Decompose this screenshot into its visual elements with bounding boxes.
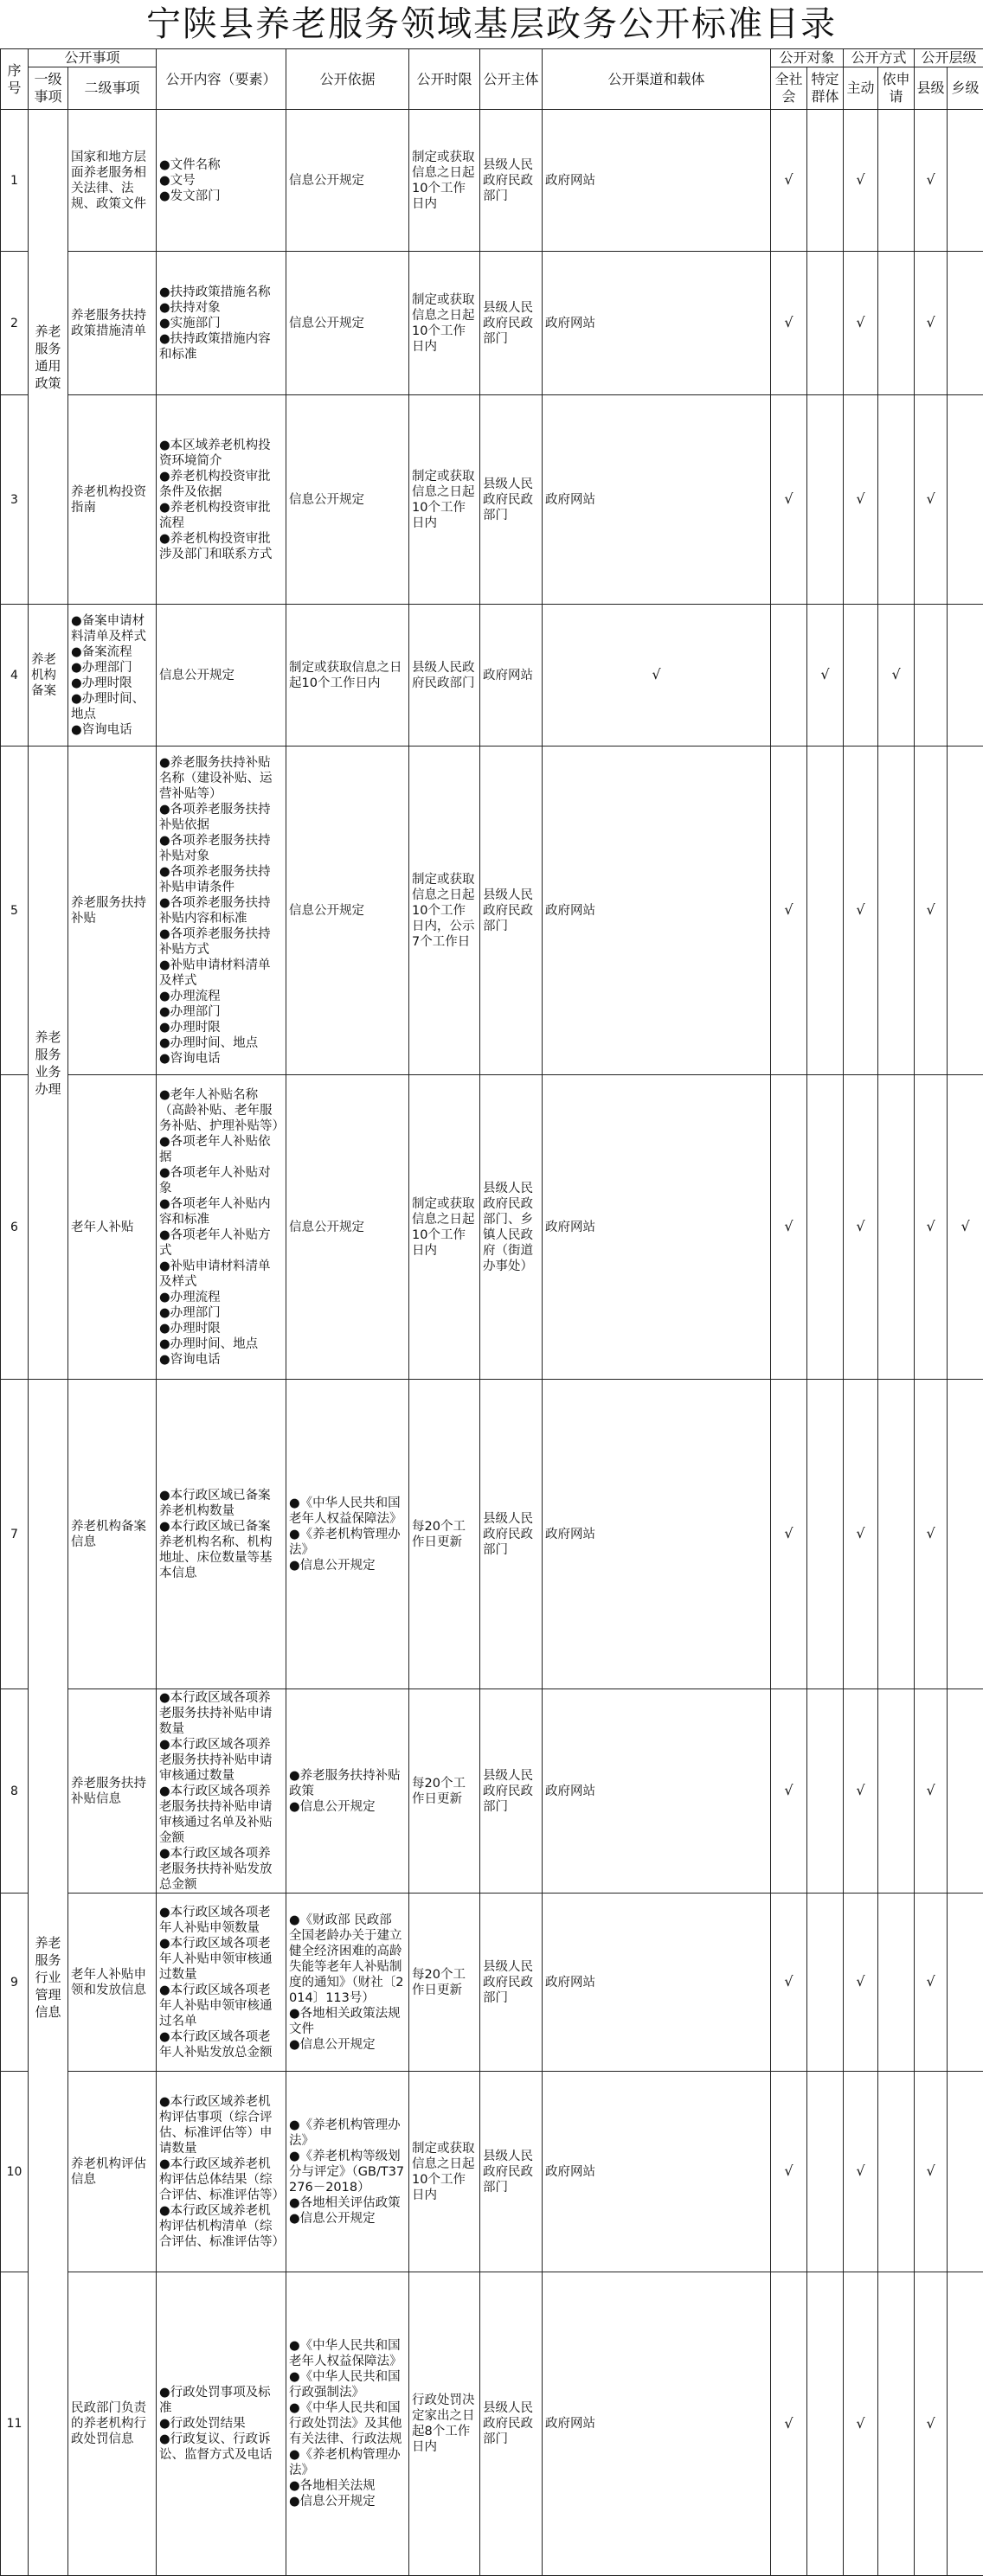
check-mark-icon: √ (856, 490, 864, 507)
cell-level-county (915, 2272, 948, 2576)
basis-item: ●信息公开规定 (289, 2211, 406, 2227)
cell-level-county (915, 1380, 948, 1689)
cell-level-town (948, 2072, 983, 2272)
cell-target-specific (807, 1689, 844, 1894)
content-item: ●扶持政策措施内容和标准 (159, 331, 283, 362)
row-seq: 9 (1, 1894, 29, 2072)
content-item: ●各项养老服务扶持补贴内容和标准 (159, 895, 283, 926)
basis-cell (286, 1689, 409, 1894)
table-row (1, 1689, 983, 1894)
basis-item: 信息公开规定 (159, 668, 283, 683)
time-cell: 每20个工作日更新 (409, 1894, 480, 2072)
content-item: ●本行政区域养老机构评估事项（综合评估、标准评估等）申请数量 (159, 2094, 283, 2156)
header-level-town: 乡级 (948, 67, 983, 110)
row-seq: 2 (1, 252, 29, 395)
content-item: ●办理流程 (159, 989, 283, 1004)
header-seq: 序号 (1, 49, 29, 110)
subject-cell: 县级人民政府民政部门 (480, 110, 543, 252)
cell-target-specific (771, 605, 807, 747)
basis-item: ●《中华人民共和国行政处罚法》及其他有关法律、行政法规 (289, 2400, 406, 2447)
cell-mode-active (844, 252, 878, 395)
content-item: ●各项养老服务扶持补贴方式 (159, 926, 283, 958)
channel-cell: 政府网站 (543, 1894, 771, 2072)
check-mark-icon: √ (926, 1218, 935, 1234)
content-item: ●各项养老服务扶持补贴对象 (159, 833, 283, 864)
basis-item: ●各地相关政策法规文件 (289, 2006, 406, 2037)
check-mark-icon: √ (926, 2163, 935, 2179)
basis-cell (286, 252, 409, 395)
cell-mode-apply (878, 252, 915, 395)
basis-item: ●各地相关法规 (289, 2478, 406, 2494)
content-item: ●各项养老服务扶持补贴申请条件 (159, 864, 283, 895)
check-mark-icon: √ (784, 1218, 793, 1234)
channel-cell: 政府网站 (543, 747, 771, 1075)
content-item: ●办理时间、地点 (159, 1336, 283, 1352)
row-seq: 4 (1, 605, 29, 747)
content-cell (157, 1894, 286, 2072)
basis-item: ●《中华人民共和国行政强制法》 (289, 2369, 406, 2400)
check-mark-icon: √ (784, 314, 793, 330)
time-cell: 每20个工作日更新 (409, 1380, 480, 1689)
table-row (1, 252, 983, 395)
level2-item: 养老机构投资指南 (68, 395, 157, 605)
content-cell (157, 747, 286, 1075)
check-mark-icon: √ (926, 1782, 935, 1798)
content-item: ●备案申请材料清单及样式 (71, 613, 153, 644)
basis-item: ●《养老机构管理办法》 (289, 2447, 406, 2478)
check-mark-icon: √ (784, 2415, 793, 2432)
basis-cell (286, 2272, 409, 2576)
table-row (1, 395, 983, 605)
row-seq: 8 (1, 1689, 29, 1894)
basis-item: ●信息公开规定 (289, 1558, 406, 1573)
content-item: ●办理部门 (159, 1305, 283, 1321)
cell-target-all (771, 395, 807, 605)
header-mode-active: 主动 (844, 67, 878, 110)
basis-cell (157, 605, 286, 747)
cell-level-county (915, 1689, 948, 1894)
cell-target-all (771, 252, 807, 395)
basis-item: 信息公开规定 (289, 316, 406, 331)
cell-target-specific (807, 1894, 844, 2072)
cell-target-all (771, 2072, 807, 2272)
row-seq: 1 (1, 110, 29, 252)
cell-mode-active (844, 2072, 878, 2272)
check-mark-icon: √ (856, 171, 864, 188)
content-item: ●扶持政策措施名称 (159, 285, 283, 300)
time-cell: 制定或获取信息之日起10个工作日内 (409, 2072, 480, 2272)
basis-cell (286, 1894, 409, 2072)
cell-mode-apply (878, 1075, 915, 1380)
check-mark-icon: √ (891, 666, 900, 682)
basis-cell (286, 747, 409, 1075)
content-item: ●养老机构投资审批涉及部门和联系方式 (159, 531, 283, 562)
channel-cell: 政府网站 (480, 605, 543, 747)
table-row (1, 1380, 983, 1689)
basis-cell (286, 1380, 409, 1689)
check-mark-icon: √ (784, 2163, 793, 2179)
cell-mode-apply (878, 1380, 915, 1689)
check-mark-icon: √ (856, 1525, 864, 1541)
cell-level-town (948, 747, 983, 1075)
level1-item: 养老服务行业管理信息 (29, 1380, 68, 2576)
content-item: ●各项养老服务扶持补贴依据 (159, 802, 283, 833)
cell-mode-active (844, 1380, 878, 1689)
basis-item: ●《养老机构管理办法》 (289, 1527, 406, 1558)
content-item: ●实施部门 (159, 316, 283, 331)
channel-cell: 政府网站 (543, 395, 771, 605)
content-item: ●发文部门 (159, 189, 283, 204)
check-mark-icon: √ (784, 490, 793, 507)
check-mark-icon: √ (926, 171, 935, 188)
content-item: ●咨询电话 (71, 722, 153, 738)
content-item: ●养老机构投资审批流程 (159, 500, 283, 531)
basis-item: 信息公开规定 (289, 1220, 406, 1235)
content-cell (157, 395, 286, 605)
content-item: ●本行政区域养老机构评估总体结果（综合评估、标准评估等） (159, 2156, 283, 2203)
cell-target-all (771, 747, 807, 1075)
header-level-group: 公开层级 (915, 49, 983, 67)
time-cell: 制定或获取信息之日起10个工作日内 (409, 110, 480, 252)
content-item: ●各项老年人补贴方式 (159, 1227, 283, 1259)
cell-mode-active (807, 605, 844, 747)
content-item: ●行政处罚结果 (159, 2416, 283, 2432)
content-item: ●办理时间、地点 (71, 691, 153, 722)
check-mark-icon: √ (652, 666, 660, 682)
subject-cell: 县级人民政府民政部门 (409, 605, 480, 747)
table-row (1, 747, 983, 1075)
subject-cell: 县级人民政府民政部门 (480, 2272, 543, 2576)
basis-item: ●《养老机构管理办法》 (289, 2118, 406, 2149)
header-time: 公开时限 (409, 49, 480, 110)
content-item: ●办理部门 (159, 1004, 283, 1020)
check-mark-icon: √ (856, 1782, 864, 1798)
content-item: ●办理时限 (71, 676, 153, 691)
level2-item: 民政部门负责的养老机构行政处罚信息 (68, 2272, 157, 2576)
level2-item: 养老机构备案信息 (68, 1380, 157, 1689)
content-item: ●行政处罚事项及标准 (159, 2385, 283, 2416)
check-mark-icon: √ (856, 901, 864, 918)
level2-item: 养老机构评估信息 (68, 2072, 157, 2272)
cell-target-specific (807, 110, 844, 252)
content-cell (157, 2272, 286, 2576)
time-cell: 制定或获取信息之日起10个工作日内 (409, 395, 480, 605)
table-row (1, 1894, 983, 2072)
cell-target-specific (807, 2272, 844, 2576)
time-cell: 行政处罚决定家出之日起8个工作日内 (409, 2272, 480, 2576)
cell-mode-apply (844, 605, 878, 747)
row-seq: 5 (1, 747, 29, 1075)
check-mark-icon: √ (856, 1218, 864, 1234)
content-item: ●行政复议、行政诉讼、监督方式及电话 (159, 2432, 283, 2463)
content-item: ●扶持对象 (159, 300, 283, 316)
content-item: ●备案流程 (71, 644, 153, 660)
check-mark-icon: √ (926, 490, 935, 507)
cell-level-town (948, 1380, 983, 1689)
cell-level-town (948, 110, 983, 252)
channel-cell: 政府网站 (543, 1380, 771, 1689)
channel-cell: 政府网站 (543, 110, 771, 252)
content-item: ●办理时限 (159, 1020, 283, 1035)
time-cell: 每20个工作日更新 (409, 1689, 480, 1894)
table-body (1, 110, 983, 2576)
cell-level-town (948, 1894, 983, 2072)
table-row (1, 2272, 983, 2576)
content-item: ●本行政区域各项养老服务扶持补贴发放总金额 (159, 1846, 283, 1893)
content-item: ●咨询电话 (159, 1352, 283, 1368)
cell-level-county (915, 1894, 948, 2072)
subject-cell: 县级人民政府民政部门 (480, 747, 543, 1075)
header-content: 公开内容（要素） (157, 49, 286, 110)
basis-item: ●《中华人民共和国老年人权益保障法》 (289, 2338, 406, 2369)
content-item: ●各项老年人补贴对象 (159, 1165, 283, 1196)
content-item: ●各项老年人补贴依据 (159, 1134, 283, 1165)
content-item: ●办理时间、地点 (159, 1035, 283, 1051)
header-target-specific: 特定群体 (807, 67, 844, 110)
basis-item: ●信息公开规定 (289, 2494, 406, 2509)
content-item: ●补贴申请材料清单及样式 (159, 958, 283, 989)
basis-item: ●养老服务扶持补贴政策 (289, 1768, 406, 1799)
basis-item: 信息公开规定 (289, 903, 406, 919)
cell-mode-apply (878, 110, 915, 252)
header-subject: 公开主体 (480, 49, 543, 110)
header-items-group: 公开事项 (29, 49, 157, 67)
header-mode-group: 公开方式 (844, 49, 915, 67)
content-item: ●本行政区域养老机构评估机构清单（综合评估、标准评估等） (159, 2203, 283, 2250)
check-mark-icon: √ (784, 1973, 793, 1990)
check-mark-icon: √ (784, 901, 793, 918)
subject-cell: 县级人民政府民政部门 (480, 1689, 543, 1894)
cell-mode-apply (878, 747, 915, 1075)
level2-item: 老年人补贴 (68, 1075, 157, 1380)
cell-mode-apply (878, 2072, 915, 2272)
row-seq: 10 (1, 2072, 29, 2272)
level2-item: 养老机构备案 (29, 605, 68, 747)
content-cell (68, 605, 157, 747)
content-item: ●各项老年人补贴内容和标准 (159, 1196, 283, 1227)
content-cell (157, 1380, 286, 1689)
cell-level-county (878, 605, 915, 747)
subject-cell: 县级人民政府民政部门 (480, 252, 543, 395)
cell-target-all (771, 110, 807, 252)
header-target-all: 全社会 (771, 67, 807, 110)
content-cell (157, 1689, 286, 1894)
disclosure-catalog-table (0, 48, 983, 2576)
cell-target-specific (807, 1380, 844, 1689)
cell-target-all (771, 1075, 807, 1380)
check-mark-icon: √ (784, 171, 793, 188)
cell-target-all (771, 2272, 807, 2576)
subject-cell: 县级人民政府民政部门 (480, 395, 543, 605)
content-cell (157, 252, 286, 395)
level2-item: 老年人补贴申领和发放信息 (68, 1894, 157, 2072)
content-item: ●办理时限 (159, 1321, 283, 1336)
cell-level-town (948, 395, 983, 605)
basis-item: ●《财政部 民政部 全国老龄办关于建立健全经济困难的高龄失能等老年人补贴制度的通知》（财社〔2014〕113号） (289, 1913, 406, 2006)
check-mark-icon: √ (926, 1973, 935, 1990)
cell-target-all (771, 1689, 807, 1894)
row-seq: 3 (1, 395, 29, 605)
check-mark-icon: √ (856, 1973, 864, 1990)
row-seq: 7 (1, 1380, 29, 1689)
table-row (1, 110, 983, 252)
header-channel: 公开渠道和载体 (543, 49, 771, 110)
cell-mode-active (844, 1075, 878, 1380)
check-mark-icon: √ (926, 901, 935, 918)
cell-mode-active (844, 1894, 878, 2072)
row-seq: 11 (1, 2272, 29, 2576)
basis-cell (286, 2072, 409, 2272)
content-item: ●老年人补贴名称（高龄补贴、老年服务补贴、护理补贴等） (159, 1087, 283, 1134)
level2-item: 国家和地方层面养老服务相关法律、法规、政策文件 (68, 110, 157, 252)
basis-item: 信息公开规定 (289, 173, 406, 189)
cell-level-county (915, 110, 948, 252)
cell-level-town (948, 252, 983, 395)
content-item: ●本行政区域各项老年人补贴发放总金额 (159, 2029, 283, 2060)
cell-target-all (543, 605, 771, 747)
content-item: ●办理部门 (71, 660, 153, 676)
check-mark-icon: √ (784, 1525, 793, 1541)
cell-level-county (915, 1075, 948, 1380)
cell-mode-active (844, 747, 878, 1075)
header-level-county: 县级 (915, 67, 948, 110)
header-basis: 公开依据 (286, 49, 409, 110)
cell-mode-apply (878, 1689, 915, 1894)
cell-mode-active (844, 2272, 878, 2576)
cell-mode-apply (878, 2272, 915, 2576)
table-row (1, 2072, 983, 2272)
level1-item: 养老服务通用政策 (29, 110, 68, 605)
page-title: 宁陕县养老服务领域基层政务公开标准目录 (0, 0, 983, 48)
content-item: ●养老服务扶持补贴名称（建设补贴、运营补贴等） (159, 755, 283, 802)
cell-level-county (915, 2072, 948, 2272)
cell-mode-active (844, 110, 878, 252)
cell-level-town (948, 1689, 983, 1894)
basis-cell (286, 1075, 409, 1380)
time-cell: 制定或获取信息之日起10个工作日内 (409, 252, 480, 395)
table-row (1, 605, 983, 747)
basis-item: ●各地相关评估政策 (289, 2195, 406, 2211)
cell-level-town (948, 1075, 983, 1380)
subject-cell: 县级人民政府民政部门 (480, 1380, 543, 1689)
cell-level-town (915, 605, 948, 747)
content-item: ●本行政区域各项老年人补贴申领审核通过名单 (159, 1983, 283, 2029)
basis-cell (286, 395, 409, 605)
cell-target-all (771, 1380, 807, 1689)
header-mode-apply: 依申请 (878, 67, 915, 110)
time-cell: 制定或获取信息之日起10个工作日内，公示7个工作日 (409, 747, 480, 1075)
level2-item: 养老服务扶持政策措施清单 (68, 252, 157, 395)
cell-level-county (915, 395, 948, 605)
header-level2: 二级事项 (68, 67, 157, 110)
time-cell: 制定或获取信息之日起10个工作日内 (286, 605, 409, 747)
content-cell (157, 1075, 286, 1380)
basis-cell (286, 110, 409, 252)
channel-cell: 政府网站 (543, 252, 771, 395)
cell-target-specific (807, 2072, 844, 2272)
content-item: ●办理流程 (159, 1290, 283, 1305)
level2-item: 养老服务扶持补贴信息 (68, 1689, 157, 1894)
content-item: ●本行政区域各项老年人补贴申领审核通过数量 (159, 1936, 283, 1983)
cell-target-specific (807, 1075, 844, 1380)
cell-mode-apply (878, 1894, 915, 2072)
subject-cell: 县级人民政府民政部门 (480, 1894, 543, 2072)
cell-level-county (915, 747, 948, 1075)
cell-target-specific (807, 395, 844, 605)
content-item: ●咨询电话 (159, 1051, 283, 1067)
basis-item: ●《中华人民共和国老年人权益保障法》 (289, 1496, 406, 1527)
check-mark-icon: √ (926, 1525, 935, 1541)
time-cell: 制定或获取信息之日起10个工作日内 (409, 1075, 480, 1380)
content-item: ●本行政区域各项养老服务扶持补贴申请审核通过数量 (159, 1737, 283, 1784)
channel-cell: 政府网站 (543, 2072, 771, 2272)
cell-target-all (771, 1894, 807, 2072)
check-mark-icon: √ (820, 666, 829, 682)
content-item: ●本行政区域各项养老服务扶持补贴申请审核通过名单及补贴金额 (159, 1784, 283, 1846)
check-mark-icon: √ (926, 314, 935, 330)
content-item: ●本行政区域各项养老服务扶持补贴申请数量 (159, 1690, 283, 1737)
basis-item: 信息公开规定 (289, 492, 406, 508)
cell-target-specific (807, 252, 844, 395)
level1-item: 养老服务业务办理 (29, 747, 68, 1380)
check-mark-icon: √ (856, 314, 864, 330)
content-item: ●文号 (159, 173, 283, 189)
channel-cell: 政府网站 (543, 1689, 771, 1894)
content-item: ●文件名称 (159, 157, 283, 173)
check-mark-icon: √ (856, 2415, 864, 2432)
content-cell (157, 2072, 286, 2272)
level2-item: 养老服务扶持补贴 (68, 747, 157, 1075)
basis-item: ●《养老机构等级划分与评定》（GB/T37276－2018） (289, 2149, 406, 2195)
basis-item: ●信息公开规定 (289, 2037, 406, 2053)
check-mark-icon: √ (784, 1782, 793, 1798)
check-mark-icon: √ (961, 1218, 969, 1234)
table-row (1, 1075, 983, 1380)
row-seq: 6 (1, 1075, 29, 1380)
cell-mode-apply (878, 395, 915, 605)
channel-cell: 政府网站 (543, 2272, 771, 2576)
content-item: ●本区域养老机构投资环境简介 (159, 438, 283, 469)
basis-item: ●信息公开规定 (289, 1799, 406, 1815)
check-mark-icon: √ (926, 2415, 935, 2432)
cell-level-town (948, 2272, 983, 2576)
content-item: ●养老机构投资审批条件及依据 (159, 469, 283, 500)
header-level1: 一级事项 (29, 67, 68, 110)
content-cell (157, 110, 286, 252)
cell-mode-active (844, 1689, 878, 1894)
content-item: ●本行政区域已备案养老机构名称、机构地址、床位数量等基本信息 (159, 1519, 283, 1581)
subject-cell: 县级人民政府民政部门 (480, 2072, 543, 2272)
content-item: ●本行政区域已备案养老机构数量 (159, 1488, 283, 1519)
cell-target-specific (807, 747, 844, 1075)
channel-cell: 政府网站 (543, 1075, 771, 1380)
subject-cell: 县级人民政府民政部门、乡镇人民政府（街道办事处） (480, 1075, 543, 1380)
content-item: ●补贴申请材料清单及样式 (159, 1259, 283, 1290)
header-target-group: 公开对象 (771, 49, 844, 67)
content-item: ●本行政区域各项老年人补贴申领数量 (159, 1905, 283, 1936)
cell-mode-active (844, 395, 878, 605)
cell-level-county (915, 252, 948, 395)
check-mark-icon: √ (856, 2163, 864, 2179)
